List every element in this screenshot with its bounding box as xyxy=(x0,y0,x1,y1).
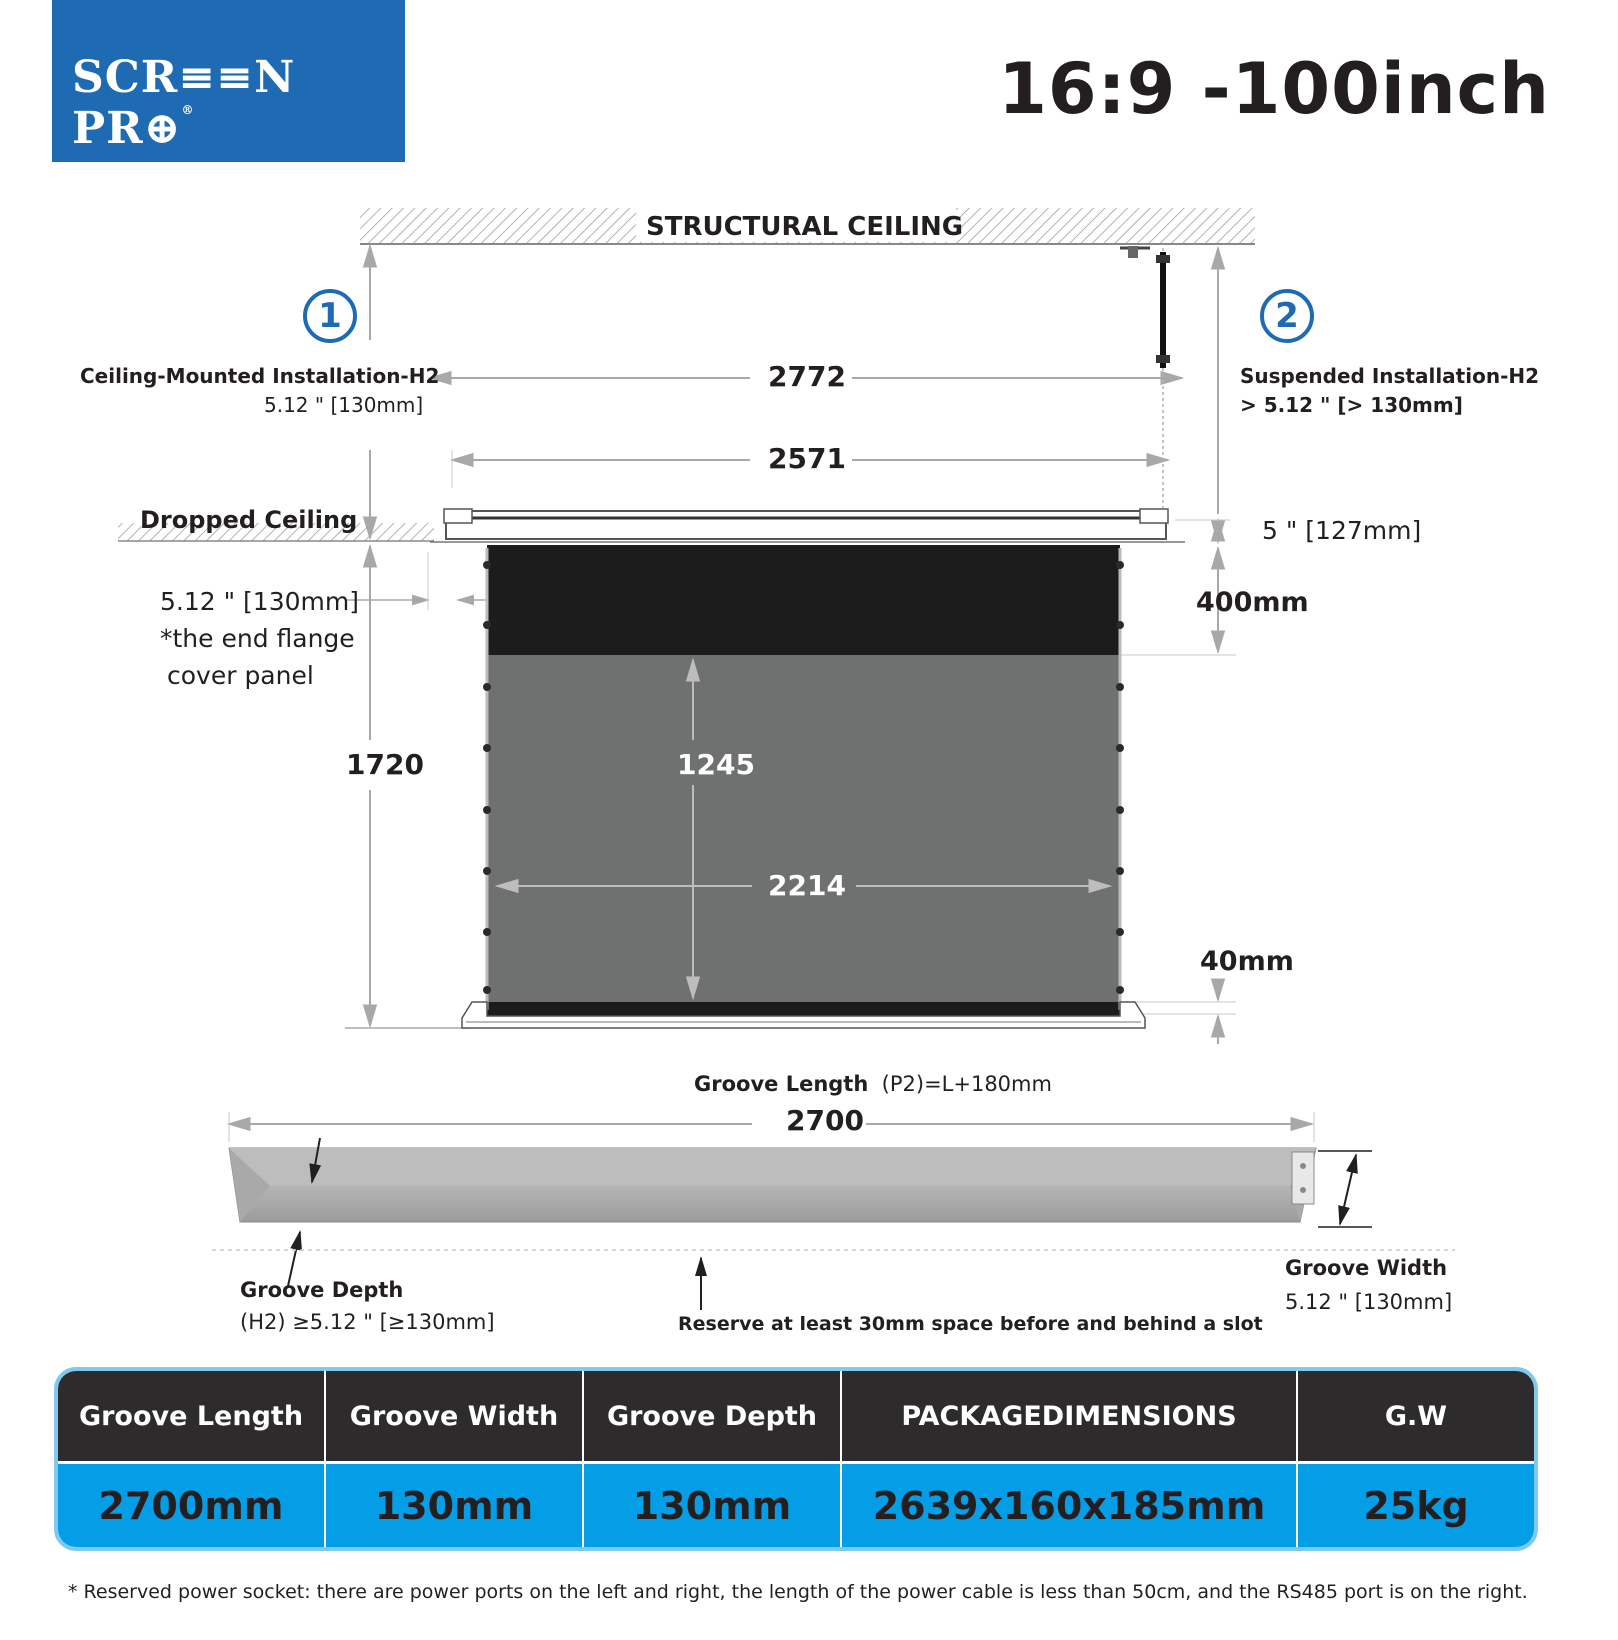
dim-2214: 2214 xyxy=(768,869,846,902)
dim-40mm: 40mm xyxy=(1200,946,1294,977)
screen-viewing-area xyxy=(487,655,1120,1002)
header-package-dimensions: PACKAGEDIMENSIONS xyxy=(842,1371,1298,1461)
groove-width-value: 5.12 " [130mm] xyxy=(1285,1290,1453,1314)
screen-housing xyxy=(446,511,1166,539)
value-package-dimensions: 2639x160x185mm xyxy=(842,1461,1298,1547)
dim-2700: 2700 xyxy=(786,1104,864,1137)
header-groove-depth: Groove Depth xyxy=(584,1371,842,1461)
dim-5-inch: 5 " [127mm] xyxy=(1262,516,1422,545)
spec-table xyxy=(54,1367,1538,1551)
dim-1720: 1720 xyxy=(346,748,424,781)
groove-depth-title: Groove Depth xyxy=(240,1278,404,1302)
value-groove-length: 2700mm xyxy=(58,1461,326,1547)
spec-table-header-row xyxy=(58,1371,1534,1461)
value-gross-weight: 25kg xyxy=(1298,1461,1534,1547)
groove-length-label: Groove Length (P2)=L+180mm xyxy=(694,1072,1052,1096)
dim-2772: 2772 xyxy=(768,360,846,393)
value-groove-depth: 130mm xyxy=(584,1461,842,1547)
logo-text: SCR≡≡N PR⊕® xyxy=(72,52,296,154)
screen-bottom-bar xyxy=(487,1002,1120,1016)
marker-1-icon: 1 xyxy=(303,289,357,343)
structural-ceiling-label: STRUCTURAL CEILING xyxy=(646,212,964,242)
header-groove-width: Groove Width xyxy=(326,1371,584,1461)
dim-2571: 2571 xyxy=(768,442,846,475)
footnote: * Reserved power socket: there are power ports on the left and right, the length of the power cable is less than 50cm, and the RS485 port is on the right. xyxy=(68,1581,1528,1603)
ceiling-mounted-title: Ceiling-Mounted Installation-H2 xyxy=(80,364,440,388)
power-socket xyxy=(1292,1152,1314,1204)
dim-400mm: 400mm xyxy=(1196,587,1309,618)
end-flange-note-1: *the end flange xyxy=(160,624,355,653)
groove-width-title: Groove Width xyxy=(1285,1256,1448,1280)
page-title: 16:9 -100inch xyxy=(998,48,1550,130)
suspended-value: > 5.12 " [> 130mm] xyxy=(1240,393,1463,417)
ceiling-mounted-value: 5.12 " [130mm] xyxy=(264,393,424,417)
dropped-ceiling-label: Dropped Ceiling xyxy=(140,506,358,534)
spec-table-value-row xyxy=(58,1461,1534,1547)
header-groove-length: Groove Length xyxy=(58,1371,326,1461)
end-flange-value: 5.12 " [130mm] xyxy=(160,587,359,616)
screen-black-border xyxy=(487,545,1120,655)
dim-1245: 1245 xyxy=(677,748,755,781)
groove-depth-value: (H2) ≥5.12 " [≥130mm] xyxy=(240,1310,495,1334)
marker-2-icon: 2 xyxy=(1260,289,1314,343)
value-groove-width: 130mm xyxy=(326,1461,584,1547)
suspended-title: Suspended Installation-H2 xyxy=(1240,364,1540,388)
reserve-space-note: Reserve at least 30mm space before and behind a slot xyxy=(678,1313,1263,1335)
header-gross-weight: G.W xyxy=(1384,1400,1448,1432)
end-flange-note-2: cover panel xyxy=(167,661,314,690)
